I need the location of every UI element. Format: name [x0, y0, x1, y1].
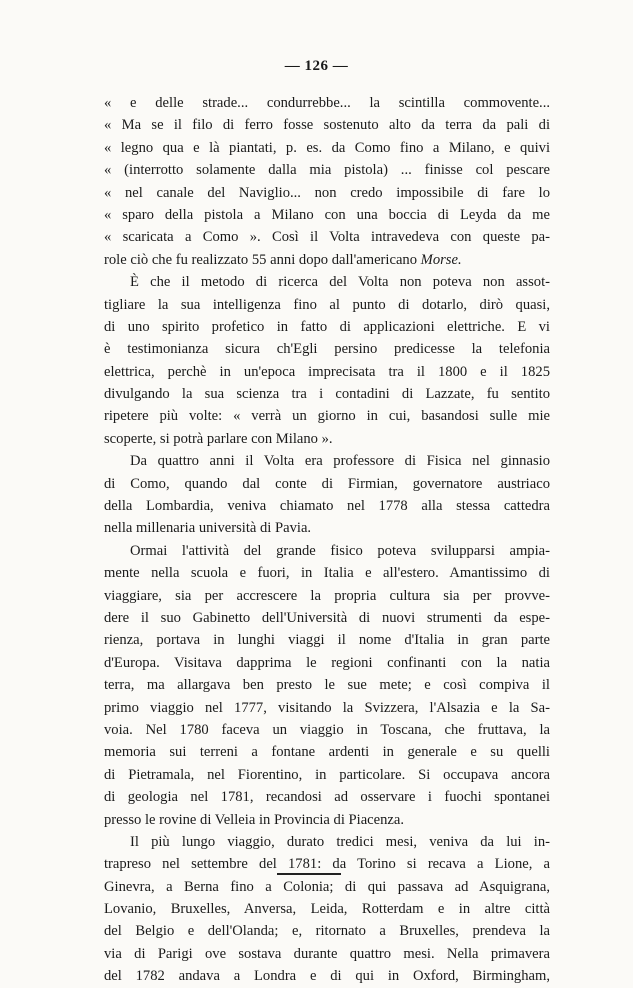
- page-number: — 126 —: [284, 58, 349, 74]
- text-line: viaggiare, sia per accrescere la propria cultura sia per provve-: [104, 587, 550, 604]
- text-line: « e delle strade... condurrebbe... la scintilla commovente...: [104, 95, 550, 111]
- text-line: terra, ma allargava ben presto le sue mete; e così compiva il: [104, 677, 550, 694]
- text-line: scoperte, si potrà parlare con Milano ».: [104, 430, 333, 447]
- text-line: Ginevra, a Berna fino a Colonia; di qui passava ad Asquigrana,: [104, 878, 550, 895]
- body-text: [104, 92, 550, 988]
- text-line: « scaricata a Como ». Così il Volta intravedeva con queste pa-: [104, 229, 550, 246]
- text-line: di Como, quando dal conte di Firmian, governatore austriaco: [104, 475, 550, 492]
- text-line: primo viaggio nel 1777, visitando la Svizzera, l'Alsazia e la Sa-: [104, 699, 550, 716]
- text-line: memoria sui terreni a fontane ardenti in generale e su quelli: [104, 744, 550, 761]
- text-line: È che il metodo di ricerca del Volta non poteva non assot-: [130, 274, 550, 291]
- text-line: role ciò che fu realizzato 55 anni dopo dall'americano Morse.: [104, 251, 462, 268]
- text-line: del Belgio e dell'Olanda; e, ritornato a Bruxelles, prendeva la: [104, 923, 550, 940]
- text-line: è testimonianza sicura ch'Egli persino predicesse la telefonia: [104, 341, 550, 358]
- text-line: Ormai l'attività del grande fisico poteva svilupparsi ampia-: [130, 542, 550, 559]
- footer-rule: [277, 873, 341, 875]
- text-line: Lovanio, Bruxelles, Anversa, Leida, Rotterdam e in altre città: [104, 901, 550, 918]
- text-line: « nel canale del Naviglio... non credo impossibile di fare lo: [104, 184, 550, 201]
- text-line: voia. Nel 1780 faceva un viaggio in Toscana, che fruttava, la: [104, 721, 550, 738]
- text-line: tigliare la sua intelligenza fino al punto di dotarlo, dirò quasi,: [104, 296, 550, 313]
- text-line: « sparo della pistola a Milano con una boccia di Leyda da me: [104, 206, 550, 223]
- text-line: ripetere più volte: « verrà un giorno in cui, basandosi sulle mie: [104, 408, 550, 425]
- text-line: elettrica, perchè in un'epoca imprecisata tra il 1800 e il 1825: [104, 363, 550, 380]
- text-line: di uno spirito profetico in fatto di applicazioni elettriche. E vi: [104, 318, 550, 335]
- text-line: « legno qua e là piantati, p. es. da Como fino a Milano, e quivi: [104, 139, 550, 156]
- text-line: via di Parigi ove sostava durante quattro mesi. Nella primavera: [104, 945, 550, 962]
- text-line: « (interrotto solamente dalla mia pistola) ... finisse col pescare: [104, 162, 550, 179]
- text-line: divulgando la sua scienza tra i contadini di Lazzate, fu sentito: [104, 386, 550, 403]
- text-line: di Pietramala, nel Fiorentino, in particolare. Si occupava ancora: [104, 766, 550, 783]
- text-line: presso le rovine di Velleia in Provincia di Piacenza.: [104, 811, 405, 828]
- text-line: dere il suo Gabinetto dell'Università di nuovi strumenti da espe-: [104, 609, 550, 626]
- text-line: trapreso nel settembre del 1781: da Torino si recava a Lione, a: [104, 856, 550, 873]
- text-line: della Lombardia, veniva chiamato nel 1778 alla stessa cattedra: [104, 498, 550, 515]
- italic-word: Morse.: [420, 251, 462, 268]
- text-line: rienza, portava in lunghi viaggi il nome d'Italia in gran parte: [104, 632, 550, 649]
- text-line: di geologia nel 1781, recandosi ad osservare i fuochi spontanei: [104, 789, 550, 806]
- text-line: mente nella scuola e fuori, in Italia e all'estero. Amantissimo di: [104, 565, 550, 582]
- text-line: Il più lungo viaggio, durato tredici mesi, veniva da lui in-: [130, 833, 550, 850]
- text-line: del 1782 andava a Londra e di qui in Oxford, Birmingham,: [104, 968, 550, 985]
- text-line: d'Europa. Visitava dapprima le regioni confinanti con la natia: [104, 654, 550, 671]
- text-line: nella millenaria università di Pavia.: [104, 520, 312, 537]
- text-line: « Ma se il filo di ferro fosse sostenuto alto da terra da pali di: [104, 117, 550, 134]
- text-line: Da quattro anni il Volta era professore di Fisica nel ginnasio: [130, 453, 550, 470]
